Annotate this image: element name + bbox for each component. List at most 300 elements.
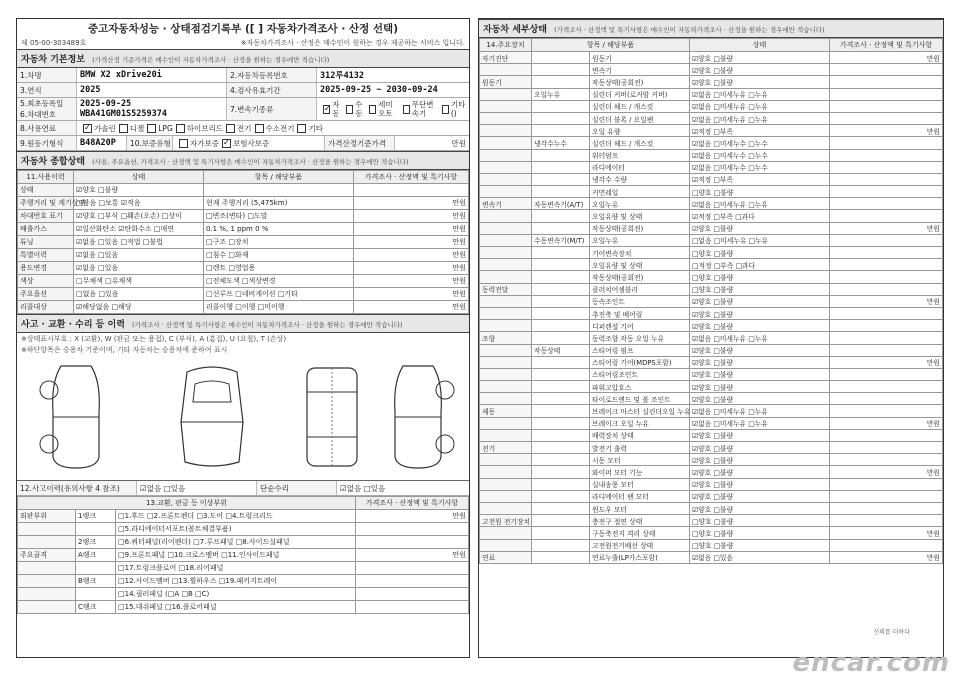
overall-state: ☑없음 □있음 bbox=[74, 262, 204, 275]
overall-status-table: 11.사용이력 상태 항목 / 해당부품 가격조사 · 산정액 및 특기사항 상태 ☑양호 □불량 주행거리 및 계기상태 □많음 □보통 ☑적음 현재 주행거리 (5,475km) 만원 차대번호 표기 ☑양호 □부식 □훼손(오손) □상이 □변조(변타) □도말 만원 배출가스 ☑일산화탄소 ☑탄화수소 □매연 0.1 %, 1 ppm 0 % 만원 튜닝 ☑없음 □있음 □적법 □불법 □구조 □장치 만원 특별이력 ☑없음 □있음 □침수 □화재 만원 용도변경 ☑없음 □있음 □렌트 □영업용 만원 색상 □무채색 □유채색 □전체도색 □색상변경 만원 주요옵션 □없음 □있음 □선루프 □네비게이션 □기타 만원 리콜대상 ☑해당없음 □해당 리콜이행 □이행 □미이행 만원 bbox=[17, 170, 469, 314]
detail-price bbox=[830, 502, 943, 514]
detail-state: □없음 □미세누유 □누유 bbox=[690, 234, 830, 246]
detail-item: 발전기 출력 bbox=[590, 442, 690, 454]
rank-price bbox=[356, 562, 469, 575]
detail-group bbox=[480, 295, 532, 307]
detail-group bbox=[480, 271, 532, 283]
detail-group bbox=[480, 393, 532, 405]
overall-price: 만원 bbox=[354, 236, 469, 249]
detail-state: ☑없음 □미세누유 □누유 bbox=[690, 88, 830, 100]
rank-level: A랭크 bbox=[76, 549, 116, 562]
accident-history-row: 12.사고이력(유의사항 4 참조) ☑없음 □있음 단순수리 ☑없음 □있음 bbox=[17, 481, 469, 496]
rank-level bbox=[76, 588, 116, 601]
overall-state: ☑해당없음 □해당 bbox=[74, 301, 204, 314]
rank-group bbox=[18, 562, 76, 575]
overall-state: □없음 □있음 bbox=[74, 288, 204, 301]
detail-state: □양호 □불량 bbox=[690, 515, 830, 527]
detail-state: ☑양호 □불량 bbox=[690, 295, 830, 307]
basic-row-model: 1.차명 BMW X2 xDrive20i 2.자동차등록번호 312루4132 bbox=[17, 68, 469, 83]
detail-price bbox=[830, 381, 943, 393]
rank-items: □9.프론트패널 □10.크로스멤버 □11.인사이드패널 bbox=[116, 549, 356, 562]
legend-note: ※하단항목은 승용차 기준이며, 기타 자동차는 승용차에 준하여 표시 bbox=[21, 346, 228, 354]
detail-subgroup bbox=[532, 442, 590, 454]
detail-subgroup bbox=[532, 112, 590, 124]
rank-price bbox=[356, 536, 469, 549]
rank-level: C랭크 bbox=[76, 601, 116, 614]
detail-group: 동력전달 bbox=[480, 283, 532, 295]
overall-detail: □선루프 □네비게이션 □기타 bbox=[204, 288, 354, 301]
rank-items: □5.라디에이터서포트(볼트체결부품) bbox=[116, 523, 356, 536]
overall-detail: □침수 □화재 bbox=[204, 249, 354, 262]
rank-row bbox=[18, 549, 469, 562]
detail-item: 기어변속장치 bbox=[590, 247, 690, 259]
detail-price bbox=[830, 137, 943, 149]
detail-item: 오일유량 및 상태 bbox=[590, 259, 690, 271]
detail-subgroup bbox=[532, 466, 590, 478]
detail-price: 만원 bbox=[830, 417, 943, 429]
detail-row bbox=[480, 64, 943, 76]
rank-level: B랭크 bbox=[76, 575, 116, 588]
detail-row bbox=[480, 527, 943, 539]
detail-row bbox=[480, 186, 943, 198]
overall-price: 만원 bbox=[354, 288, 469, 301]
overall-label: 주행거리 및 계기상태 bbox=[18, 197, 74, 210]
detail-item: 라디에이터 bbox=[590, 161, 690, 173]
detail-item: 브레이크 오일 누유 bbox=[590, 417, 690, 429]
detail-state: ☑없음 □미세누수 □누수 bbox=[690, 137, 830, 149]
detail-subgroup bbox=[532, 502, 590, 514]
transmission-options: ✓ 자동 수동 세미오토 무단변속기 기타() bbox=[317, 98, 469, 120]
overall-detail: □변조(변타) □도말 bbox=[204, 210, 354, 223]
detail-item: 클러치어셈블리 bbox=[590, 283, 690, 295]
detail-item: 파워고압호스 bbox=[590, 381, 690, 393]
detail-row bbox=[480, 271, 943, 283]
rank-group: 외판부위 bbox=[18, 510, 76, 523]
overall-detail: 0.1 %, 1 ppm 0 % bbox=[204, 223, 354, 236]
detail-item: 작동상태(공회전) bbox=[590, 76, 690, 88]
detail-price bbox=[830, 490, 943, 502]
detail-state: ☑양호 □불량 bbox=[690, 478, 830, 490]
detail-price bbox=[830, 454, 943, 466]
detail-subgroup bbox=[532, 149, 590, 161]
rank-group bbox=[18, 575, 76, 588]
detail-price bbox=[830, 368, 943, 380]
detail-state: ☑양호 □불량 bbox=[690, 307, 830, 319]
detail-price bbox=[830, 320, 943, 332]
detail-row bbox=[480, 112, 943, 124]
detail-price bbox=[830, 210, 943, 222]
overall-detail: 리콜이행 □이행 □미이행 bbox=[204, 301, 354, 314]
detail-row bbox=[480, 247, 943, 259]
detail-group bbox=[480, 88, 532, 100]
overall-price: 만원 bbox=[354, 223, 469, 236]
detail-item: 원동기 bbox=[590, 52, 690, 64]
rank-price bbox=[356, 601, 469, 614]
detail-item: 냉각수 수량 bbox=[590, 173, 690, 185]
detail-subgroup bbox=[532, 429, 590, 441]
detail-subgroup bbox=[532, 247, 590, 259]
detail-item: 커먼레일 bbox=[590, 186, 690, 198]
basic-row-fuel: 8.사용연료 ✓ 가솔린 디젤 LPG 하이브리드 전기 수소전기 기타 bbox=[17, 121, 469, 136]
overall-detail: □전체도색 □색상변경 bbox=[204, 275, 354, 288]
detail-item: 등속조인트 bbox=[590, 295, 690, 307]
detail-group bbox=[480, 527, 532, 539]
basic-row-engine: 9.원동기형식 B48A20P 10.보증유형 자가보증 ✓ 보험사보증 가격산정기준가격 만원 bbox=[17, 136, 469, 151]
overall-row bbox=[18, 184, 469, 197]
detail-subgroup bbox=[532, 161, 590, 173]
detail-state: ☑없음 □미세누유 □누유 bbox=[690, 112, 830, 124]
detail-group bbox=[480, 454, 532, 466]
document-title: 중고자동차성능 · 상태점검기록부 ([ ] 자동차가격조사 · 산정 선택) bbox=[88, 23, 398, 35]
detail-row bbox=[480, 295, 943, 307]
detail-state: ☑없음 □미세누유 □누유 bbox=[690, 100, 830, 112]
detail-price bbox=[830, 64, 943, 76]
rank-items: □15.대쉬패널 □16.플로어패널 bbox=[116, 601, 356, 614]
plate-number: 312루4132 bbox=[320, 71, 365, 81]
legend-codes: ※상태표시부호 : X (교환), W (판금 또는 용접), C (부식), A (흠집), U (요철), T (손상) bbox=[21, 335, 287, 343]
detail-subgroup bbox=[532, 381, 590, 393]
overall-row bbox=[18, 262, 469, 275]
detail-item: 동력조향 작동 오일 누유 bbox=[590, 332, 690, 344]
detail-subgroup bbox=[532, 454, 590, 466]
detail-subgroup bbox=[532, 100, 590, 112]
rank-row bbox=[18, 523, 469, 536]
rank-items: □17.트렁크플로어 □18.리어패널 bbox=[116, 562, 356, 575]
detail-row bbox=[480, 52, 943, 64]
overall-label: 주요옵션 bbox=[18, 288, 74, 301]
overall-label: 리콜대상 bbox=[18, 301, 74, 314]
detail-price bbox=[830, 539, 943, 551]
first-registration: 2025-09-25 bbox=[80, 99, 132, 109]
rank-price: 만원 bbox=[356, 510, 469, 523]
detail-row bbox=[480, 539, 943, 551]
detail-group bbox=[480, 234, 532, 246]
detail-state: □양호 □불량 bbox=[690, 186, 830, 198]
detail-subgroup bbox=[532, 210, 590, 222]
detail-group bbox=[480, 100, 532, 112]
detail-state: ☑양호 □불량 bbox=[690, 64, 830, 76]
detail-group bbox=[480, 478, 532, 490]
rank-items: □14.필러패널 (□A □B □C) bbox=[116, 588, 356, 601]
detail-row bbox=[480, 198, 943, 210]
detail-subgroup bbox=[532, 527, 590, 539]
detail-state: □양호 □불량 bbox=[690, 527, 830, 539]
detail-row bbox=[480, 478, 943, 490]
detail-row bbox=[480, 454, 943, 466]
overall-state: ☑없음 □있음 bbox=[74, 249, 204, 262]
detail-group bbox=[480, 173, 532, 185]
detail-row bbox=[480, 466, 943, 478]
rank-row bbox=[18, 562, 469, 575]
detail-subgroup bbox=[532, 125, 590, 137]
rank-level bbox=[76, 562, 116, 575]
detail-row bbox=[480, 283, 943, 295]
detail-row bbox=[480, 368, 943, 380]
detail-row bbox=[480, 125, 943, 137]
model-year: 2025 bbox=[77, 83, 227, 97]
detail-price bbox=[830, 478, 943, 490]
detail-state: ☑양호 □불량 bbox=[690, 368, 830, 380]
checkbox-auto bbox=[323, 105, 330, 114]
detail-subgroup bbox=[532, 393, 590, 405]
overall-state: ☑없음 □있음 □적법 □불법 bbox=[74, 236, 204, 249]
detail-row bbox=[480, 344, 943, 356]
detail-state: ☑양호 □불량 bbox=[690, 76, 830, 88]
basic-info-header: 자동차 기본정보 (가격산정 기준가격은 매수인이 자동차가격조사 · 산정을 원하는 경우에만 적습니다) bbox=[17, 49, 469, 68]
detail-price: 만원 bbox=[830, 551, 943, 563]
detail-row bbox=[480, 381, 943, 393]
overall-price: 만원 bbox=[354, 262, 469, 275]
detail-item: 디퍼렌셜 기어 bbox=[590, 320, 690, 332]
detail-group bbox=[480, 344, 532, 356]
detail-price: 만원 bbox=[830, 295, 943, 307]
rank-group bbox=[18, 601, 76, 614]
detail-subgroup: 작동상태 bbox=[532, 344, 590, 356]
detail-row bbox=[480, 210, 943, 222]
detail-row bbox=[480, 405, 943, 417]
detail-state: ☑양호 □불량 bbox=[690, 344, 830, 356]
car-side-left-diagram bbox=[31, 362, 121, 472]
overall-state: □무채색 □유채색 bbox=[74, 275, 204, 288]
overall-detail: 현재 주행거리 (5,475km) bbox=[204, 197, 354, 210]
detail-price bbox=[830, 149, 943, 161]
detail-state: ☑양호 □불량 bbox=[690, 52, 830, 64]
detail-state: ☑양호 □불량 bbox=[690, 320, 830, 332]
detail-group bbox=[480, 356, 532, 368]
detail-state: ☑양호 □불량 bbox=[690, 381, 830, 393]
detail-row bbox=[480, 149, 943, 161]
rank-price: 만원 bbox=[356, 549, 469, 562]
encar-watermark: encar.com bbox=[792, 648, 950, 678]
detail-row bbox=[480, 490, 943, 502]
detail-price: 만원 bbox=[830, 125, 943, 137]
detail-subgroup bbox=[532, 478, 590, 490]
overall-detail: □구조 □장치 bbox=[204, 236, 354, 249]
detail-price bbox=[830, 247, 943, 259]
detail-price bbox=[830, 307, 943, 319]
detail-price: 만원 bbox=[830, 222, 943, 234]
car-side-right-diagram bbox=[373, 362, 463, 472]
engine-type: B48A20P bbox=[77, 136, 127, 150]
rank-group bbox=[18, 588, 76, 601]
detail-group bbox=[480, 259, 532, 271]
overall-label: 배출가스 bbox=[18, 223, 74, 236]
detail-item: 추진축 및 베어링 bbox=[590, 307, 690, 319]
detail-price: 만원 bbox=[830, 52, 943, 64]
detail-status-header: 자동차 세부상태 (가격조사 · 산정액 및 특기사항은 매수인이 자동차가격조사 · 산정을 원하는 경우에만 적습니다) bbox=[479, 19, 943, 38]
detail-state: ☑없음 □미세누유 □누유 bbox=[690, 198, 830, 210]
detail-row bbox=[480, 502, 943, 514]
detail-group bbox=[480, 186, 532, 198]
detail-subgroup bbox=[532, 356, 590, 368]
detail-row bbox=[480, 307, 943, 319]
detail-group bbox=[480, 149, 532, 161]
detail-item: 실린더 헤드 / 개스킷 bbox=[590, 100, 690, 112]
detail-group: 전기 bbox=[480, 442, 532, 454]
detail-item: 연료누출(LP가스포함) bbox=[590, 551, 690, 563]
detail-row bbox=[480, 320, 943, 332]
detail-state: ☑양호 □불량 bbox=[690, 429, 830, 441]
overall-row bbox=[18, 210, 469, 223]
detail-item: 배력장치 상태 bbox=[590, 429, 690, 441]
detail-price bbox=[830, 259, 943, 271]
detail-item: 타이로드엔드 및 볼 조인트 bbox=[590, 393, 690, 405]
detail-subgroup bbox=[532, 332, 590, 344]
detail-item: 브레이크 마스터 실린더오일 누유 bbox=[590, 405, 690, 417]
detail-row bbox=[480, 515, 943, 527]
rank-price bbox=[356, 523, 469, 536]
overall-price: 만원 bbox=[354, 197, 469, 210]
detail-subgroup bbox=[532, 283, 590, 295]
detail-state: □양호 □불량 bbox=[690, 539, 830, 551]
rank-group bbox=[18, 523, 76, 536]
detail-group bbox=[480, 381, 532, 393]
overall-row bbox=[18, 275, 469, 288]
detail-group bbox=[480, 64, 532, 76]
detail-price bbox=[830, 515, 943, 527]
detail-group bbox=[480, 210, 532, 222]
detail-group bbox=[480, 247, 532, 259]
detail-price bbox=[830, 271, 943, 283]
detail-state: ☑없음 □미세누수 □누수 bbox=[690, 149, 830, 161]
rank-price bbox=[356, 588, 469, 601]
detail-subgroup bbox=[532, 295, 590, 307]
detail-row bbox=[480, 259, 943, 271]
detail-state: ☑양호 □불량 bbox=[690, 393, 830, 405]
detail-row bbox=[480, 417, 943, 429]
exchange-parts-table: 13.교환, 판금 등 이상부위 가격조사 · 산정액 및 특기사항 외판부위 1랭크 □1.후드 □2.프론트펜더 □3.도어 □4.트렁크리드 만원 □5.라디에이터서포트(볼트체결부품) 2랭크 □6.쿼터패널(리어펜더) □7.루프패널 □8.사이드실패널 주요골격 A랭크 □9.프론트패널 □10.크로스멤버 □11.인사이드패널 만원 □17.트렁크플로어 □18.리어패널 B랭크 □12.사이드멤버 □13.휠하우스 □19.패키지트레이 □14.필러패널 (□A □B □C) C랭크 □15.대쉬패널 □16.플로어패널 bbox=[17, 496, 469, 614]
car-diagram-area bbox=[17, 356, 469, 481]
rank-price bbox=[356, 575, 469, 588]
detail-subgroup bbox=[532, 539, 590, 551]
rank-items: □6.쿼터패널(리어펜더) □7.루프패널 □8.사이드실패널 bbox=[116, 536, 356, 549]
detail-item: 실린더 헤드 / 개스킷 bbox=[590, 137, 690, 149]
detail-state: ☑적정 □부족 bbox=[690, 125, 830, 137]
rank-items: □12.사이드멤버 □13.휠하우스 □19.패키지트레이 bbox=[116, 575, 356, 588]
detail-price bbox=[830, 344, 943, 356]
basic-row-firstreg: 5.최초등록일 6.차대번호 2025-09-25 WBA41GM01S5259374 7.변속기종류 ✓ 자동 수동 세미오토 무단변속기 기타() bbox=[17, 98, 469, 121]
detail-state: ☑양호 □불량 bbox=[690, 502, 830, 514]
detail-group bbox=[480, 137, 532, 149]
detail-group bbox=[480, 539, 532, 551]
detail-item: 스티어링 펌프 bbox=[590, 344, 690, 356]
rank-row bbox=[18, 510, 469, 523]
detail-price bbox=[830, 442, 943, 454]
detail-item: 스티어링조인트 bbox=[590, 368, 690, 380]
detail-row bbox=[480, 356, 943, 368]
detail-price bbox=[830, 100, 943, 112]
document-number: 제 05-00-303489호 bbox=[21, 39, 87, 47]
rank-row bbox=[18, 588, 469, 601]
detail-item: 스티어링 기어(MDPS포함) bbox=[590, 356, 690, 368]
overall-label: 상태 bbox=[18, 184, 74, 197]
detail-state: ☑없음 □미세누유 □누유 bbox=[690, 405, 830, 417]
detail-price bbox=[830, 234, 943, 246]
detail-state: ☑양호 □불량 bbox=[690, 466, 830, 478]
detail-subgroup bbox=[532, 173, 590, 185]
detail-row bbox=[480, 429, 943, 441]
detail-subgroup bbox=[532, 259, 590, 271]
detail-subgroup bbox=[532, 405, 590, 417]
detail-price bbox=[830, 283, 943, 295]
detail-group: 연료 bbox=[480, 551, 532, 563]
detail-row bbox=[480, 173, 943, 185]
detail-group bbox=[480, 502, 532, 514]
left-panel bbox=[16, 18, 470, 658]
detail-item: 실린더 블록 / 오일팬 bbox=[590, 112, 690, 124]
detail-state: □양호 □불량 bbox=[690, 283, 830, 295]
detail-price: 만원 bbox=[830, 356, 943, 368]
detail-state: □적정 □부족 □과다 bbox=[690, 259, 830, 271]
detail-item: 와이퍼 모터 기능 bbox=[590, 466, 690, 478]
detail-row bbox=[480, 222, 943, 234]
detail-item: 오일누유 bbox=[590, 198, 690, 210]
detail-item: 실린더 커버(로커암 커버) bbox=[590, 88, 690, 100]
detail-item: 워터펌프 bbox=[590, 149, 690, 161]
simple-repair-status: ☑없음 □있음 bbox=[340, 483, 386, 493]
detail-price bbox=[830, 76, 943, 88]
rank-level: 2랭크 bbox=[76, 536, 116, 549]
detail-state: ☑없음 □있음 bbox=[690, 551, 830, 563]
inspection-validity: 2025-09-25 ~ 2030-09-24 bbox=[320, 85, 438, 95]
overall-row bbox=[18, 301, 469, 314]
detail-subgroup bbox=[532, 417, 590, 429]
detail-state: ☑없음 □미세누수 □누수 bbox=[690, 161, 830, 173]
rank-group bbox=[18, 536, 76, 549]
detail-price bbox=[830, 405, 943, 417]
overall-label: 용도변경 bbox=[18, 262, 74, 275]
detail-group: 자기진단 bbox=[480, 52, 532, 64]
overall-price: 만원 bbox=[354, 301, 469, 314]
car-model: BMW X2 xDrive20i bbox=[77, 68, 227, 82]
detail-price bbox=[830, 112, 943, 124]
detail-row bbox=[480, 88, 943, 100]
detail-group: 변속기 bbox=[480, 198, 532, 210]
detail-row bbox=[480, 332, 943, 344]
detail-state: □양호 □불량 bbox=[690, 247, 830, 259]
overall-price: 만원 bbox=[354, 210, 469, 223]
overall-price: 만원 bbox=[354, 249, 469, 262]
detail-subgroup: 냉각수누수 bbox=[532, 137, 590, 149]
warranty-options: 자가보증 ✓ 보험사보증 bbox=[173, 136, 325, 150]
detail-price bbox=[830, 393, 943, 405]
detail-group bbox=[480, 320, 532, 332]
detail-state: ☑없음 □미세누유 □누유 bbox=[690, 332, 830, 344]
detail-item: 오일 유량 bbox=[590, 125, 690, 137]
service-notice: ※자동차가격조사 · 산정은 매수인이 원하는 경우 제공하는 서비스 입니다. bbox=[240, 39, 465, 47]
overall-state: □많음 □보통 ☑적음 bbox=[74, 197, 204, 210]
overall-status-header: 자동차 종합상태 (사용, 주요옵션, 가격조사 · 산정액 및 특기사항은 매수인이 자동차가격조사 · 산정을 원하는 경우에만 적습니다) bbox=[17, 151, 469, 170]
detail-item: 오일유량 및 상태 bbox=[590, 210, 690, 222]
detail-price bbox=[830, 173, 943, 185]
detail-group bbox=[480, 466, 532, 478]
detail-state: ☑양호 □불량 bbox=[690, 222, 830, 234]
overall-state: ☑양호 □불량 bbox=[74, 184, 204, 197]
detail-price bbox=[830, 88, 943, 100]
detail-group bbox=[480, 490, 532, 502]
rank-row bbox=[18, 601, 469, 614]
detail-price bbox=[830, 198, 943, 210]
vin: WBA41GM01S5259374 bbox=[80, 109, 167, 119]
detail-state: ☑양호 □불량 bbox=[690, 490, 830, 502]
accident-status: ☑없음 □있음 bbox=[137, 481, 257, 495]
overall-row bbox=[18, 197, 469, 210]
overall-row bbox=[18, 249, 469, 262]
detail-group bbox=[480, 112, 532, 124]
detail-group bbox=[480, 368, 532, 380]
overall-detail bbox=[204, 184, 354, 197]
detail-subgroup bbox=[532, 271, 590, 283]
